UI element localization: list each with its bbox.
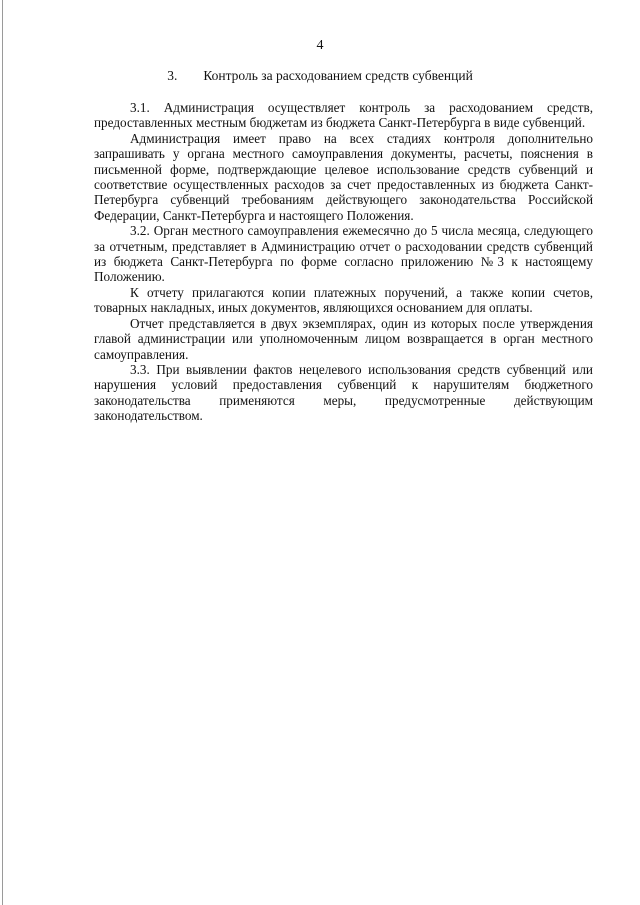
paragraph-admin-rights: Администрация имеет право на всех стадиях контроля дополнительно запрашивать у органа местного самоуправления документы, расчеты, пояснения в письменной форме, подтверждающие целевое использование средств субвенций и соответствие осуществленных расходов за счет предоставленных из бюджета Санкт-Петербурга субвенций требованиям действующего законодательства Российской Федерации, Санкт-Петербурга и настоящего Положения. [94, 130, 593, 223]
page-number: 4 [316, 38, 324, 53]
scan-edge-line [2, 0, 3, 905]
paragraph-3-3: 3.3. При выявлении фактов нецелевого использования средств субвенций или нарушения условий предоставления субвенций к нарушителям бюджетного законодательства применяются меры, предусмотренные действующим законодательством. [94, 361, 593, 424]
paragraph-report-attachments: К отчету прилагаются копии платежных поручений, а также копии счетов, товарных накладных, иных документов, являющихся основанием для оплаты. [94, 284, 593, 316]
paragraph-3-2: 3.2. Орган местного самоуправления ежемесячно до 5 числа месяца, следующего за отчетным, представляет в Администрацию отчет о расходовании средств субвенций из бюджета Санкт-Петербурга по форме согласно приложению №3 к настоящему Положению. [94, 223, 593, 285]
paragraph-3-1: 3.1. Администрация осуществляет контроль за расходованием средств, предоставленных местным бюджетам из бюджета Санкт-Петербурга в виде субвенций. [94, 100, 593, 131]
section-body [94, 100, 593, 424]
paragraph-report-copies: Отчет представляется в двух экземплярах, один из которых после утверждения главой администрации или уполномоченным лицом возвращается в орган местного самоуправления. [94, 315, 593, 362]
section-number: 3. [167, 68, 178, 83]
section-title: Контроль за расходованием средств субвенций [203, 68, 473, 83]
section-heading [0, 68, 640, 84]
